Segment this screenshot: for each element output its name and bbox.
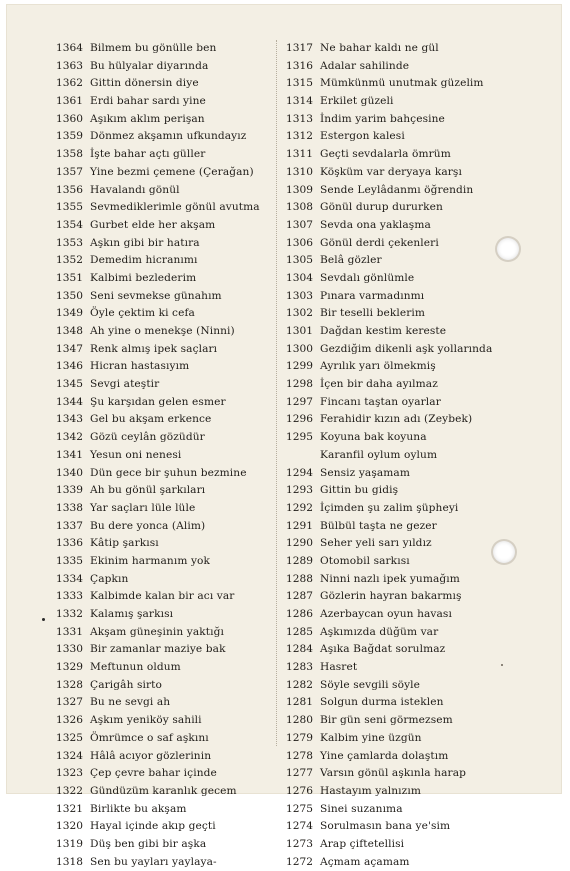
song-number: 1293 (286, 484, 313, 497)
song-number: 1345 (56, 378, 83, 391)
song-number: 1340 (56, 466, 83, 479)
song-number: 1314 (286, 95, 313, 108)
right-column (286, 40, 496, 871)
song-title: Çapkın (90, 572, 129, 585)
song-title: Geçti sevdalarla ömrüm (320, 148, 451, 161)
song-title: İndim yarim bahçesine (320, 112, 445, 125)
song-title: Şu karşıdan gelen esmer (90, 395, 226, 408)
song-number: 1309 (286, 183, 313, 196)
song-entry (286, 164, 496, 182)
song-entry (286, 199, 496, 217)
song-title: Seher yeli sarı yıldız (320, 537, 432, 550)
song-number: 1360 (56, 112, 83, 125)
song-entry (56, 270, 271, 288)
song-entry (286, 606, 496, 624)
song-title: Otomobil sarkısı (320, 554, 410, 567)
song-title: Bir teselli beklerim (320, 307, 425, 320)
song-title: Açmam açamam (320, 855, 410, 868)
song-title: Aşkımızda düğüm var (320, 625, 439, 638)
song-entry (286, 323, 496, 341)
song-title: Yine bezmi çemene (Çerağan) (90, 165, 254, 178)
song-title: Söyle sevgili söyle (320, 678, 421, 691)
song-number: 1363 (56, 59, 83, 72)
song-number: 1356 (56, 183, 83, 196)
song-entry (56, 694, 271, 712)
song-title: Aşıka Bağdat sorulmaz (320, 643, 446, 656)
song-title: Hicran hastasıyım (90, 360, 190, 373)
song-entry (286, 146, 496, 164)
song-number: 1272 (286, 855, 313, 868)
song-number: 1276 (286, 784, 313, 797)
song-title: Varsın gönül aşkınla harap (320, 767, 466, 780)
song-number: 1351 (56, 271, 83, 284)
song-number: 1327 (56, 696, 83, 709)
song-entry (56, 482, 271, 500)
song-entry (286, 730, 496, 748)
song-title: Çep çevre bahar içinde (90, 767, 217, 780)
song-number: 1273 (286, 837, 313, 850)
song-number: 1292 (286, 501, 313, 514)
song-title: Mümkünmü unutmak güzelim (320, 77, 484, 90)
song-number: 1358 (56, 148, 83, 161)
song-entry (286, 465, 496, 483)
song-title: Sevgi ateştir (90, 378, 160, 391)
song-title: Gittin bu gidiş (320, 484, 399, 497)
song-title: Aşıkım aklım perişan (90, 112, 205, 125)
song-number: 1280 (286, 714, 313, 727)
song-title: Fincanı taştan oyarlar (320, 395, 441, 408)
song-title: Kalamış şarkısı (90, 608, 174, 620)
ink-dot (42, 618, 45, 621)
song-number: 1299 (286, 360, 313, 373)
song-title: Ninni nazlı ipek yumağım (320, 572, 460, 585)
song-title: Birlikte bu akşam (90, 802, 187, 815)
song-number: 1315 (286, 77, 313, 90)
song-entry (56, 394, 271, 412)
song-entry (286, 783, 496, 801)
song-number: 1332 (56, 608, 83, 620)
song-entry (286, 677, 496, 695)
song-title: Karanfil oylum oylum (320, 448, 438, 461)
song-entry (56, 182, 271, 200)
song-title: Meftunun oldum (90, 661, 181, 674)
song-entry (286, 694, 496, 712)
song-entry (286, 518, 496, 536)
song-title: Yesun oni nenesi (90, 448, 182, 461)
song-number: 1318 (56, 855, 83, 868)
song-number: 1326 (56, 714, 83, 727)
song-title: Sorulmasın bana ye'sim (320, 820, 451, 833)
song-entry (56, 588, 271, 606)
song-number: 1311 (286, 148, 313, 161)
song-entry (286, 182, 496, 200)
song-number: 1320 (56, 820, 83, 833)
song-entry (286, 801, 496, 819)
song-entry (286, 75, 496, 93)
song-title: Gözü ceylân gözüdür (90, 431, 205, 444)
song-title: Aşkın gibi bir hatıra (90, 236, 200, 249)
song-number: 1324 (56, 749, 83, 762)
song-number: 1313 (286, 112, 313, 125)
song-entry (56, 712, 271, 730)
song-number: 1333 (56, 590, 83, 603)
song-entry (56, 288, 271, 306)
song-entry (56, 305, 271, 323)
song-number: 1325 (56, 731, 83, 744)
song-number: 1278 (286, 749, 313, 762)
song-number: 1286 (286, 608, 313, 620)
song-number: 1329 (56, 661, 83, 674)
song-number: 1291 (286, 519, 313, 532)
song-entry (286, 93, 496, 111)
song-entry (286, 553, 496, 571)
song-title: Çarigâh sirto (90, 678, 162, 691)
song-entry (286, 358, 496, 376)
song-title: Gözlerin hayran bakarmış (320, 590, 462, 603)
song-number: 1312 (286, 130, 313, 143)
song-entry (56, 553, 271, 571)
song-title: İşte bahar açtı güller (90, 148, 206, 161)
song-title: Ömrümce o saf aşkını (90, 731, 209, 744)
song-entry (286, 641, 496, 659)
left-column (56, 40, 271, 871)
song-number: 1339 (56, 484, 83, 497)
song-number: 1362 (56, 77, 83, 90)
song-title: Dönmez akşamın ufkundayız (90, 130, 247, 143)
song-number: 1321 (56, 802, 83, 815)
song-title: Yar saçları lüle lüle (90, 501, 196, 514)
song-title: Kalbimi bezlederim (90, 271, 197, 284)
song-entry (56, 730, 271, 748)
song-number: 1347 (56, 342, 83, 355)
song-number: 1288 (286, 572, 313, 585)
song-number: 1334 (56, 572, 83, 585)
song-entry (286, 376, 496, 394)
song-title: Bir gün seni görmezsem (320, 714, 453, 727)
song-title: Yine çamlarda dolaştım (320, 749, 449, 762)
song-title: Renk almış ipek saçları (90, 342, 218, 355)
song-title: Hastayım yalnızım (320, 784, 421, 797)
song-number: 1285 (286, 625, 313, 638)
song-title: Gündüzüm karanlık gecem (90, 784, 237, 797)
song-entry (56, 518, 271, 536)
song-number: 1361 (56, 95, 83, 108)
song-title: İçen bir daha ayılmaz (320, 378, 438, 391)
song-number: 1295 (286, 431, 313, 444)
song-number: 1282 (286, 678, 313, 691)
song-number: 1305 (286, 254, 313, 267)
song-entry (56, 606, 271, 624)
song-title: Hasret (320, 661, 358, 674)
song-title: Koyuna bak koyuna (320, 431, 427, 444)
song-entry (56, 748, 271, 766)
song-number: 1316 (286, 59, 313, 72)
song-number: 1357 (56, 165, 83, 178)
song-entry (286, 748, 496, 766)
song-title: Hâlâ acıyor gözlerinin (90, 749, 212, 762)
song-title: Bir zamanlar maziye bak (90, 643, 226, 656)
song-title: Sevda ona yaklaşma (320, 218, 431, 231)
song-number: 1342 (56, 431, 83, 444)
song-title: Aşkım yeniköy sahili (90, 714, 202, 727)
song-title: Sinei suzanıma (320, 802, 403, 815)
song-title: Erdi bahar sardı yine (90, 95, 206, 108)
song-title: Azerbaycan oyun havası (320, 608, 452, 620)
song-title: Bu ne sevgi ah (90, 696, 171, 709)
song-entry (56, 854, 271, 871)
song-title: Gel bu akşam erkence (90, 413, 212, 426)
song-title: Gittin dönersin diye (90, 77, 199, 90)
song-entry (56, 128, 271, 146)
song-number: 1317 (286, 42, 313, 54)
song-title: Havalandı gönül (90, 183, 180, 196)
song-entry (56, 235, 271, 253)
song-title: Erkilet güzeli (320, 95, 394, 108)
song-title: Ne bahar kaldı ne gül (320, 42, 439, 54)
song-number: 1350 (56, 289, 83, 302)
song-number: 1296 (286, 413, 313, 426)
song-entry (286, 111, 496, 129)
column-divider (276, 40, 277, 746)
song-number: 1338 (56, 501, 83, 514)
song-number: 1290 (286, 537, 313, 550)
song-entry (56, 535, 271, 553)
song-number: 1341 (56, 448, 83, 461)
song-title: Ah yine o menekşe (Ninni) (90, 325, 235, 337)
song-entry (286, 571, 496, 589)
song-entry (286, 235, 496, 253)
song-title: Akşam güneşinin yaktığı (90, 625, 224, 638)
song-number: 1330 (56, 643, 83, 656)
song-entry (286, 394, 496, 412)
song-title: Sevmediklerimle gönül avutma (90, 201, 260, 214)
song-entry (56, 836, 271, 854)
song-entry (286, 58, 496, 76)
song-number: 1349 (56, 307, 83, 320)
song-number: 1322 (56, 784, 83, 797)
song-entry (56, 500, 271, 518)
song-entry (286, 252, 496, 270)
song-entry (56, 217, 271, 235)
punch-hole (493, 541, 515, 563)
song-entry (56, 465, 271, 483)
song-title: Sensiz yaşamam (320, 466, 410, 479)
song-entry (56, 641, 271, 659)
song-entry (286, 712, 496, 730)
song-number: 1353 (56, 236, 83, 249)
song-entry (286, 659, 496, 677)
song-number: 1277 (286, 767, 313, 780)
song-title: Arap çiftetellisi (320, 837, 405, 850)
song-entry (286, 836, 496, 854)
song-number: 1275 (286, 802, 313, 815)
song-number: 1308 (286, 201, 313, 214)
song-entry (56, 252, 271, 270)
song-number: 1302 (286, 307, 313, 320)
song-entry (56, 376, 271, 394)
song-number: 1343 (56, 413, 83, 426)
song-entry (286, 341, 496, 359)
song-entry (56, 358, 271, 376)
song-title: Bülbül taşta ne gezer (320, 519, 437, 532)
song-title: İçimden şu zalim şüpheyi (320, 501, 459, 514)
song-title: Öyle çektim ki cefa (90, 307, 195, 320)
song-entry (56, 783, 271, 801)
song-title: Seni sevmekse günahım (90, 289, 222, 302)
song-entry (56, 818, 271, 836)
song-entry (286, 305, 496, 323)
song-number: 1355 (56, 201, 83, 214)
song-number: 1284 (286, 643, 313, 656)
paper-spot (501, 664, 503, 666)
song-title: Kalbimde kalan bir acı var (90, 590, 235, 603)
song-entry (56, 323, 271, 341)
song-number: 1310 (286, 165, 313, 178)
song-entry (56, 411, 271, 429)
song-title: Bu dere yonca (Alim) (90, 519, 206, 532)
song-entry (286, 429, 496, 447)
song-title: Hayal içinde akıp geçti (90, 820, 216, 833)
song-number: 1346 (56, 360, 83, 373)
song-title: Pınara varmadınmı (320, 289, 425, 302)
song-entry (286, 411, 496, 429)
song-number: 1279 (286, 731, 313, 744)
song-number: 1287 (286, 590, 313, 603)
song-number: 1307 (286, 218, 313, 231)
song-title: Gezdiğim dikenli aşk yollarında (320, 342, 493, 355)
song-entry (56, 199, 271, 217)
song-number: 1319 (56, 837, 83, 850)
punch-hole (497, 238, 519, 260)
song-number: 1364 (56, 42, 83, 54)
song-title: Köşküm var deryaya karşı (320, 165, 462, 178)
song-number: 1348 (56, 325, 83, 337)
song-number: 1300 (286, 342, 313, 355)
song-entry (56, 58, 271, 76)
song-title: Gurbet elde her akşam (90, 218, 216, 231)
song-number: 1359 (56, 130, 83, 143)
song-number: 1304 (286, 271, 313, 284)
song-title: Belâ gözler (320, 254, 382, 267)
catalog-page (6, 4, 562, 868)
song-number: 1289 (286, 554, 313, 567)
song-entry (286, 270, 496, 288)
song-entry (56, 341, 271, 359)
song-title: Dün gece bir şuhun bezmine (90, 466, 247, 479)
song-number: 1298 (286, 378, 313, 391)
song-entry (56, 447, 271, 465)
song-title: Ekinim harmanım yok (90, 554, 211, 567)
song-title: Dağdan kestim kereste (320, 325, 447, 337)
song-entry (56, 571, 271, 589)
song-title: Ferahidir kızın adı (Zeybek) (320, 413, 473, 426)
song-title: Estergon kalesi (320, 130, 405, 143)
song-entry (286, 500, 496, 518)
song-entry (286, 128, 496, 146)
song-entry (286, 482, 496, 500)
song-number: 1331 (56, 625, 83, 638)
song-entry (56, 765, 271, 783)
song-number: 1336 (56, 537, 83, 550)
song-title: Demedim hicranımı (90, 254, 198, 267)
song-entry (56, 659, 271, 677)
song-number: 1344 (56, 395, 83, 408)
song-entry (56, 111, 271, 129)
song-entry (56, 93, 271, 111)
song-entry (56, 801, 271, 819)
song-entry (286, 624, 496, 642)
song-entry (56, 75, 271, 93)
song-title: Kâtip şarkısı (90, 537, 159, 550)
song-number: 1323 (56, 767, 83, 780)
song-number: 1301 (286, 325, 313, 337)
song-number: 1283 (286, 661, 313, 674)
song-number: 1274 (286, 820, 313, 833)
song-entry (286, 288, 496, 306)
song-entry (56, 624, 271, 642)
song-entry (56, 429, 271, 447)
song-title: Kalbim yine üzgün (320, 731, 422, 744)
song-number: 1328 (56, 678, 83, 691)
song-entry (286, 765, 496, 783)
song-number: 1281 (286, 696, 313, 709)
song-entry (286, 588, 496, 606)
song-entry (286, 447, 496, 465)
song-title: Bu hülyalar diyarında (90, 59, 209, 72)
song-number: 1354 (56, 218, 83, 231)
song-entry (56, 164, 271, 182)
song-number: 1306 (286, 236, 313, 249)
song-number: 1352 (56, 254, 83, 267)
song-entry (286, 535, 496, 553)
song-title: Düş ben gibi bir aşka (90, 837, 207, 850)
song-title: Ah bu gönül şarkıları (90, 484, 206, 497)
song-title: Adalar sahilinde (320, 59, 410, 72)
song-number: 1337 (56, 519, 83, 532)
song-number: 1294 (286, 466, 313, 479)
song-entry (56, 146, 271, 164)
song-entry (56, 677, 271, 695)
song-title: Sevdalı gönlümle (320, 271, 415, 284)
song-title: Ayrılık yarı ölmekmiş (320, 360, 436, 373)
song-title: Bilmem bu gönülle ben (90, 42, 217, 54)
song-title: Gönül derdi çekenleri (320, 236, 439, 249)
song-number: 1297 (286, 395, 313, 408)
song-title: Solgun durma isteklen (320, 696, 444, 709)
song-entry (286, 40, 496, 58)
song-number: 1335 (56, 554, 83, 567)
song-title: Gönül durup dururken (320, 201, 443, 214)
song-entry (286, 854, 496, 871)
song-number: 1303 (286, 289, 313, 302)
song-title: Sende Leylâdanmı öğrendin (320, 183, 474, 196)
song-entry (286, 217, 496, 235)
song-entry (56, 40, 271, 58)
song-entry (286, 818, 496, 836)
song-title: Sen bu yayları yaylaya- (90, 855, 217, 868)
